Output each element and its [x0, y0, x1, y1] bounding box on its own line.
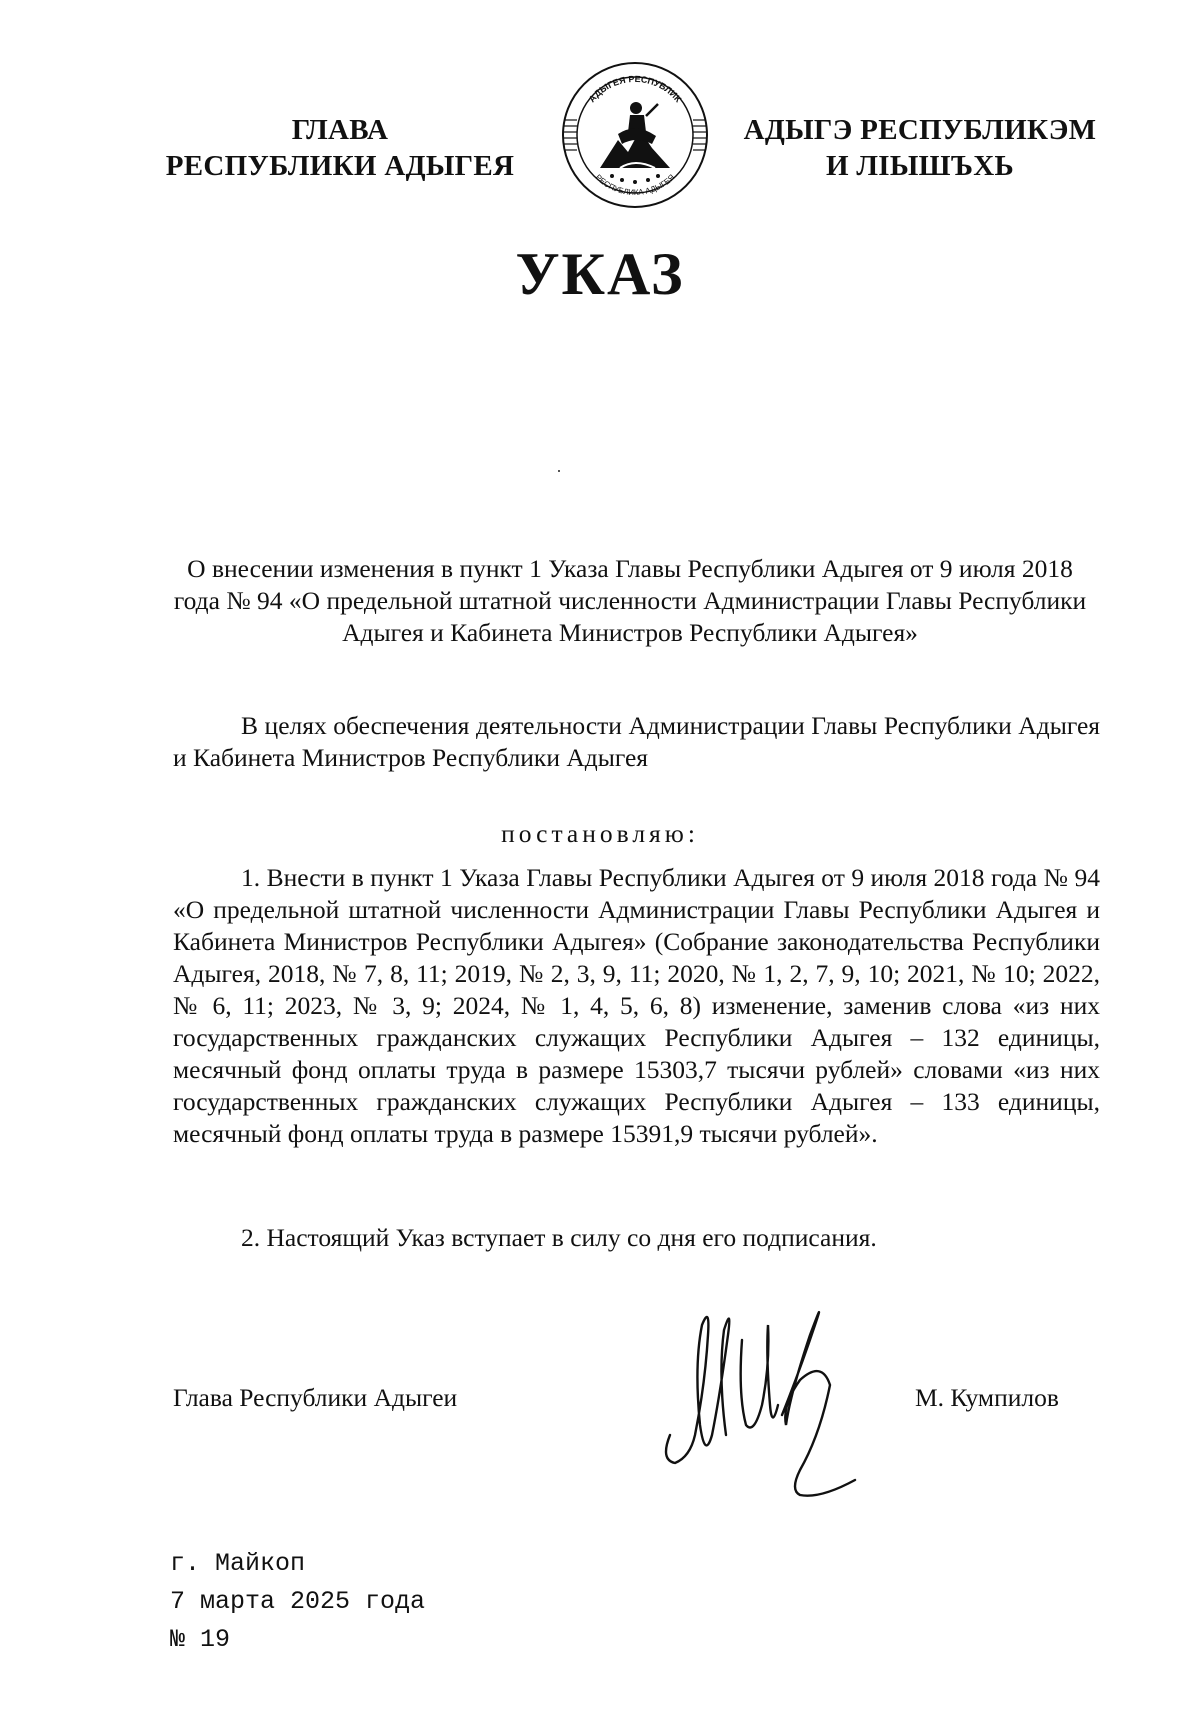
- handwritten-signature: [650, 1285, 890, 1505]
- document-number: № 19: [170, 1625, 231, 1654]
- signatory-name: М. Кумпилов: [915, 1383, 1059, 1412]
- item-2-paragraph: 2. Настоящий Указ вступает в силу со дня его подписания.: [241, 1223, 877, 1252]
- header-right-line2: И ЛІЫШЪХЬ: [825, 150, 1015, 182]
- document-type-title: УКАЗ: [515, 241, 685, 307]
- header-left-line2: РЕСПУБЛИКИ АДЫГЕЯ: [165, 150, 515, 182]
- issue-date: 7 марта 2025 года: [170, 1587, 426, 1616]
- issue-place: г. Майкоп: [170, 1549, 306, 1578]
- scan-dot: [558, 470, 560, 472]
- emblem-top-text: АДЫГЕЯ РЕСПУБЛИК: [586, 73, 684, 105]
- signatory-position: Глава Республики Адыгеи: [173, 1383, 458, 1412]
- decree-word: постановляю:: [501, 819, 699, 848]
- preamble-paragraph: В целях обеспечения деятельности Администрации Главы Республики Адыгея и Кабинета Министров Республики Адыгея: [173, 711, 1100, 772]
- header-left: [160, 112, 520, 184]
- emblem-bottom-text: РЕСПУБЛИКА АДЫГЕЯ: [593, 172, 677, 198]
- header-right: [730, 112, 1110, 184]
- item-1-paragraph: 1. Внести в пункт 1 Указа Главы Республики Адыгея от 9 июля 2018 года № 94 «О предельной штатной численности Администрации Главы Республики Адыгея и Кабинета Министров Республики Адыгея» (Собрание законодательства Республики Адыгея, 2018, № 7, 8, 11; 2019, № 2, 3, 9, 11; 2020, № 1, 2, 7, 9, 10; 2021, № 10; 2022, № 6, 11; 2023, № 3, 9; 2024, № 1, 4, 5, 6, 8) изменение, заменив слова «из них государственных гражданских служащих Республики Адыгея – 132 единицы, месячный фонд оплаты труда в размере 15303,7 тысячи рублей» словами «из них государственных гражданских служащих Республики Адыгея – 133 единицы, месячный фонд оплаты труда в размере 15391,9 тысячи рублей».: [173, 863, 1100, 1148]
- document-heading: О внесении изменения в пункт 1 Указа Главы Республики Адыгея от 9 июля 2018 года № 94 «О предельной штатной численности Администрации Главы Республики Адыгея и Кабинета Министров Республики Адыгея»: [173, 554, 1087, 647]
- coat-of-arms-emblem: [560, 60, 710, 210]
- header-right-line1: АДЫГЭ РЕСПУБЛИКЭМ: [743, 114, 1097, 146]
- header-left-line1: ГЛАВА: [291, 114, 389, 146]
